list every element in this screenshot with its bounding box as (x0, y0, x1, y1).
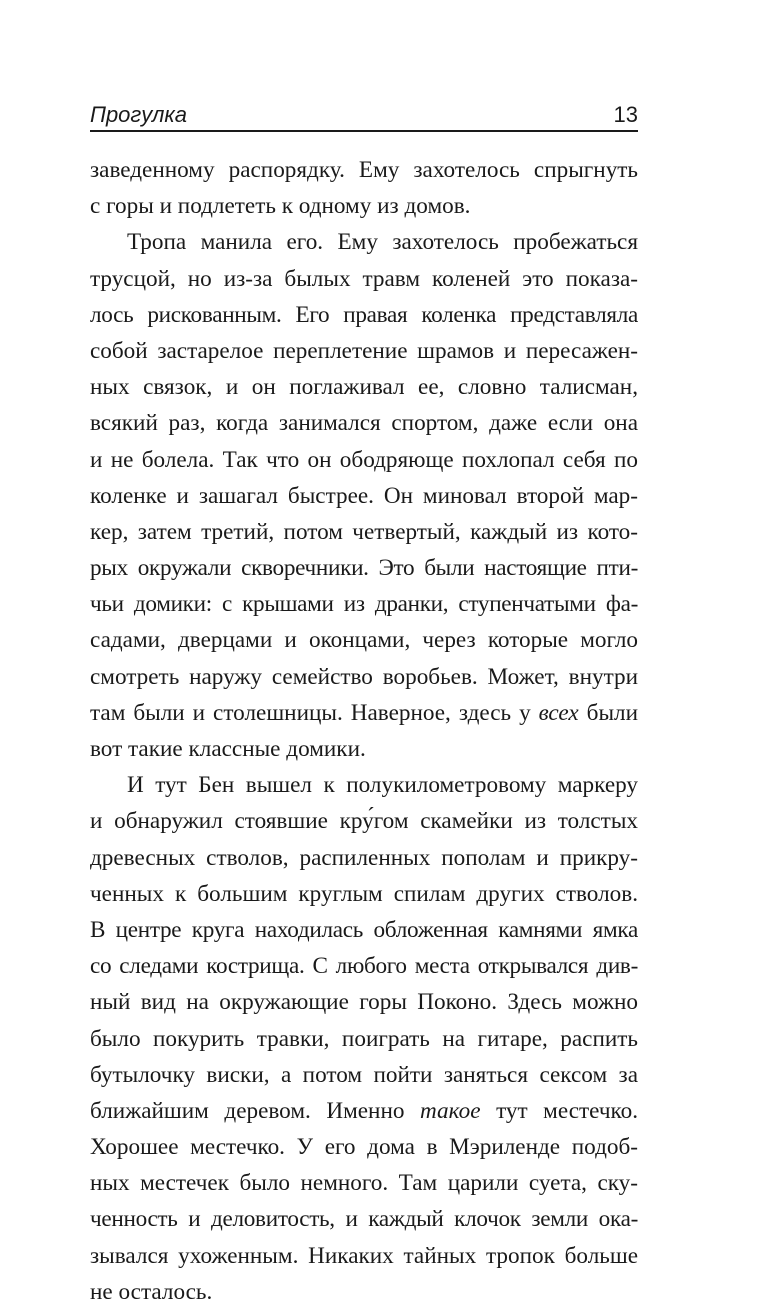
running-title: Прогулка (90, 102, 188, 127)
text-line: В центре круга находилась обложенная камнями ямка (90, 916, 638, 943)
text-line: трусцой, но из-за былых травм коленей это показа- (90, 265, 638, 292)
text-line: ный вид на окружающие горы Поконо. Здесь можно (90, 989, 638, 1016)
text-line: было покурить травки, поиграть на гитаре, распить (90, 1025, 638, 1052)
text-line: с горы и подлететь к одному из домов. (90, 193, 471, 220)
text-line: бутылочку виски, а потом пойти заняться сексом за (90, 1061, 638, 1088)
text-line: всякий раз, когда занимался спортом, даже если она (90, 410, 638, 437)
text-line: и не болела. Так что он ободряюще похлопал себя по (90, 446, 638, 473)
text-line: ченных к большим круглым спилам других стволов. (90, 880, 638, 907)
text-line: Тропа манила его. Ему захотелось пробежаться (127, 229, 638, 256)
text-line: ных связок, и он поглаживал ее, словно талисман, (90, 374, 638, 401)
text-line: зывался ухоженным. Никаких тайных тропок больше (90, 1242, 638, 1269)
text-line: ближайшим деревом. Именно такое тут местечко. (90, 1097, 638, 1124)
emphasis: всех (538, 699, 579, 726)
text-line: И тут Бен вышел к полукилометровому маркеру (127, 772, 638, 799)
body-text (90, 152, 638, 1310)
page-number: 13 (613, 102, 638, 127)
text-line: и обнаружил стоявшие кру́гом скамейки из толстых (90, 808, 638, 835)
text-line: лось рискованным. Его правая коленка представляла (90, 301, 638, 328)
text-line: заведенному распорядку. Ему захотелось спрыгнуть (90, 157, 638, 183)
text-line: со следами кострища. С любого места открывался див- (90, 953, 638, 980)
text-line: там были и столешницы. Наверное, здесь у всех были (90, 699, 638, 726)
text-line: Хорошее местечко. У его дома в Мэриленде подоб- (90, 1134, 638, 1161)
text-line: ных местечек было немного. Там царили суета, ску- (90, 1170, 638, 1197)
text-line: смотреть наружу семейство воробьев. Может, внутри (90, 663, 638, 690)
text-line: ченность и деловитость, и каждый клочок земли ока- (90, 1206, 638, 1233)
text-line: не осталось. (90, 1278, 213, 1305)
text-line: собой застарелое переплетение шрамов и пересажен- (90, 337, 638, 364)
text-line: вот такие классные домики. (90, 736, 366, 762)
text-line: древесных стволов, распиленных пополам и прикру- (90, 844, 638, 871)
text-line: садами, дверцами и оконцами, через которые могло (90, 627, 638, 654)
text-line: коленке и зашагал быстрее. Он миновал второй мар- (90, 482, 638, 509)
emphasis: такое (420, 1097, 481, 1124)
text-line: кер, затем третий, потом четвертый, каждый из кото- (90, 518, 638, 545)
text-line: чьи домики: с крышами из дранки, ступенчатыми фа- (90, 591, 638, 618)
running-header (90, 100, 638, 132)
text-line: рых окружали скворечники. Это были настоящие пти- (90, 555, 638, 582)
